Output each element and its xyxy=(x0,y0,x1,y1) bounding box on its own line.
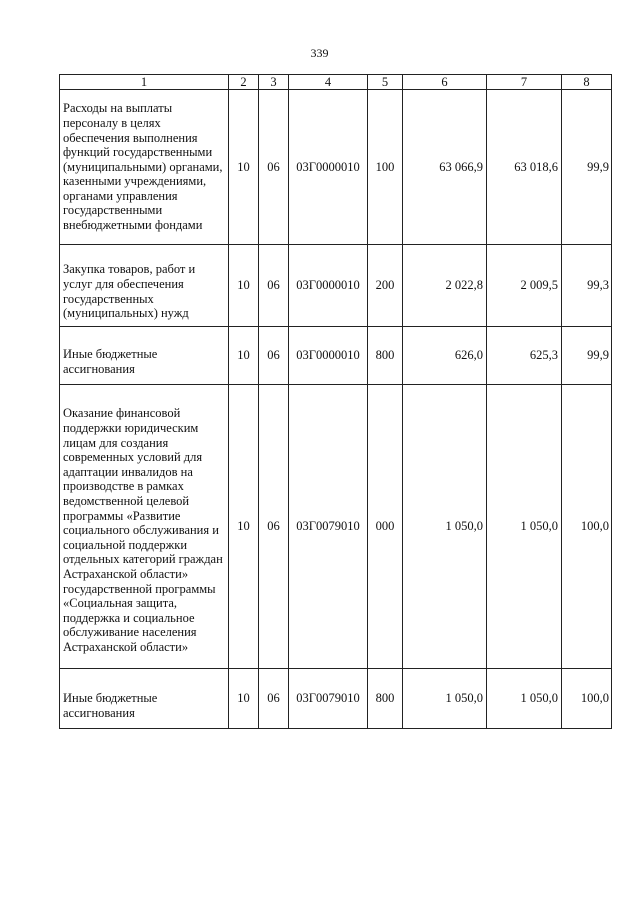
target-article-cell: 03Г0000010 xyxy=(289,245,368,327)
percent-cell: 99,3 xyxy=(562,245,612,327)
row-name-cell: Расходы на выплаты персоналу в целях обеспечения выполнения функций государственными (муниципальными) органами, казенными учреждениями, органами управления государственными внебюджетными фондами xyxy=(60,90,229,245)
budget-table xyxy=(59,74,612,729)
header-cell: 7 xyxy=(487,75,562,90)
target-article-cell: 03Г0079010 xyxy=(289,669,368,729)
target-article-cell: 03Г0000010 xyxy=(289,90,368,245)
planned-amount-cell: 2 022,8 xyxy=(403,245,487,327)
target-article-cell: 03Г0000010 xyxy=(289,327,368,385)
section-cell: 10 xyxy=(229,669,259,729)
percent-cell: 100,0 xyxy=(562,385,612,669)
expense-type-cell: 100 xyxy=(368,90,403,245)
header-cell: 8 xyxy=(562,75,612,90)
planned-amount-cell: 1 050,0 xyxy=(403,385,487,669)
percent-cell: 99,9 xyxy=(562,90,612,245)
table-row xyxy=(60,90,612,245)
expense-type-cell: 200 xyxy=(368,245,403,327)
section-cell: 10 xyxy=(229,327,259,385)
header-cell: 3 xyxy=(259,75,289,90)
row-name-cell: Иные бюджетные ассигнования xyxy=(60,669,229,729)
target-article-cell: 03Г0079010 xyxy=(289,385,368,669)
planned-amount-cell: 63 066,9 xyxy=(403,90,487,245)
subsection-cell: 06 xyxy=(259,669,289,729)
header-cell: 5 xyxy=(368,75,403,90)
subsection-cell: 06 xyxy=(259,385,289,669)
executed-amount-cell: 63 018,6 xyxy=(487,90,562,245)
header-cell: 1 xyxy=(60,75,229,90)
header-row xyxy=(60,75,612,90)
percent-cell: 99,9 xyxy=(562,327,612,385)
row-name-cell: Иные бюджетные ассигнования xyxy=(60,327,229,385)
subsection-cell: 06 xyxy=(259,327,289,385)
expense-type-cell: 800 xyxy=(368,327,403,385)
executed-amount-cell: 1 050,0 xyxy=(487,385,562,669)
header-cell: 4 xyxy=(289,75,368,90)
row-name-cell: Оказание финансовой поддержки юридическим лицам для создания современных условий для адаптации инвалидов на производстве в рамках ведомственной целевой программы «Развитие социального обслуживания и социальной поддержки отдельных категорий граждан Астраханской области» государственной программы «Социальная защита, поддержка и социальное обслуживание населения Астраханской области» xyxy=(60,385,229,669)
expense-type-cell: 800 xyxy=(368,669,403,729)
subsection-cell: 06 xyxy=(259,245,289,327)
header-cell: 6 xyxy=(403,75,487,90)
executed-amount-cell: 625,3 xyxy=(487,327,562,385)
section-cell: 10 xyxy=(229,90,259,245)
executed-amount-cell: 1 050,0 xyxy=(487,669,562,729)
planned-amount-cell: 626,0 xyxy=(403,327,487,385)
table-row xyxy=(60,669,612,729)
section-cell: 10 xyxy=(229,245,259,327)
subsection-cell: 06 xyxy=(259,90,289,245)
section-cell: 10 xyxy=(229,385,259,669)
row-name-cell: Закупка товаров, работ и услуг для обеспечения государственных (муниципальных) нужд xyxy=(60,245,229,327)
page-number: 339 xyxy=(310,46,329,60)
executed-amount-cell: 2 009,5 xyxy=(487,245,562,327)
header-cell: 2 xyxy=(229,75,259,90)
table-row xyxy=(60,245,612,327)
expense-type-cell: 000 xyxy=(368,385,403,669)
table-row xyxy=(60,385,612,669)
percent-cell: 100,0 xyxy=(562,669,612,729)
table-row xyxy=(60,327,612,385)
planned-amount-cell: 1 050,0 xyxy=(403,669,487,729)
